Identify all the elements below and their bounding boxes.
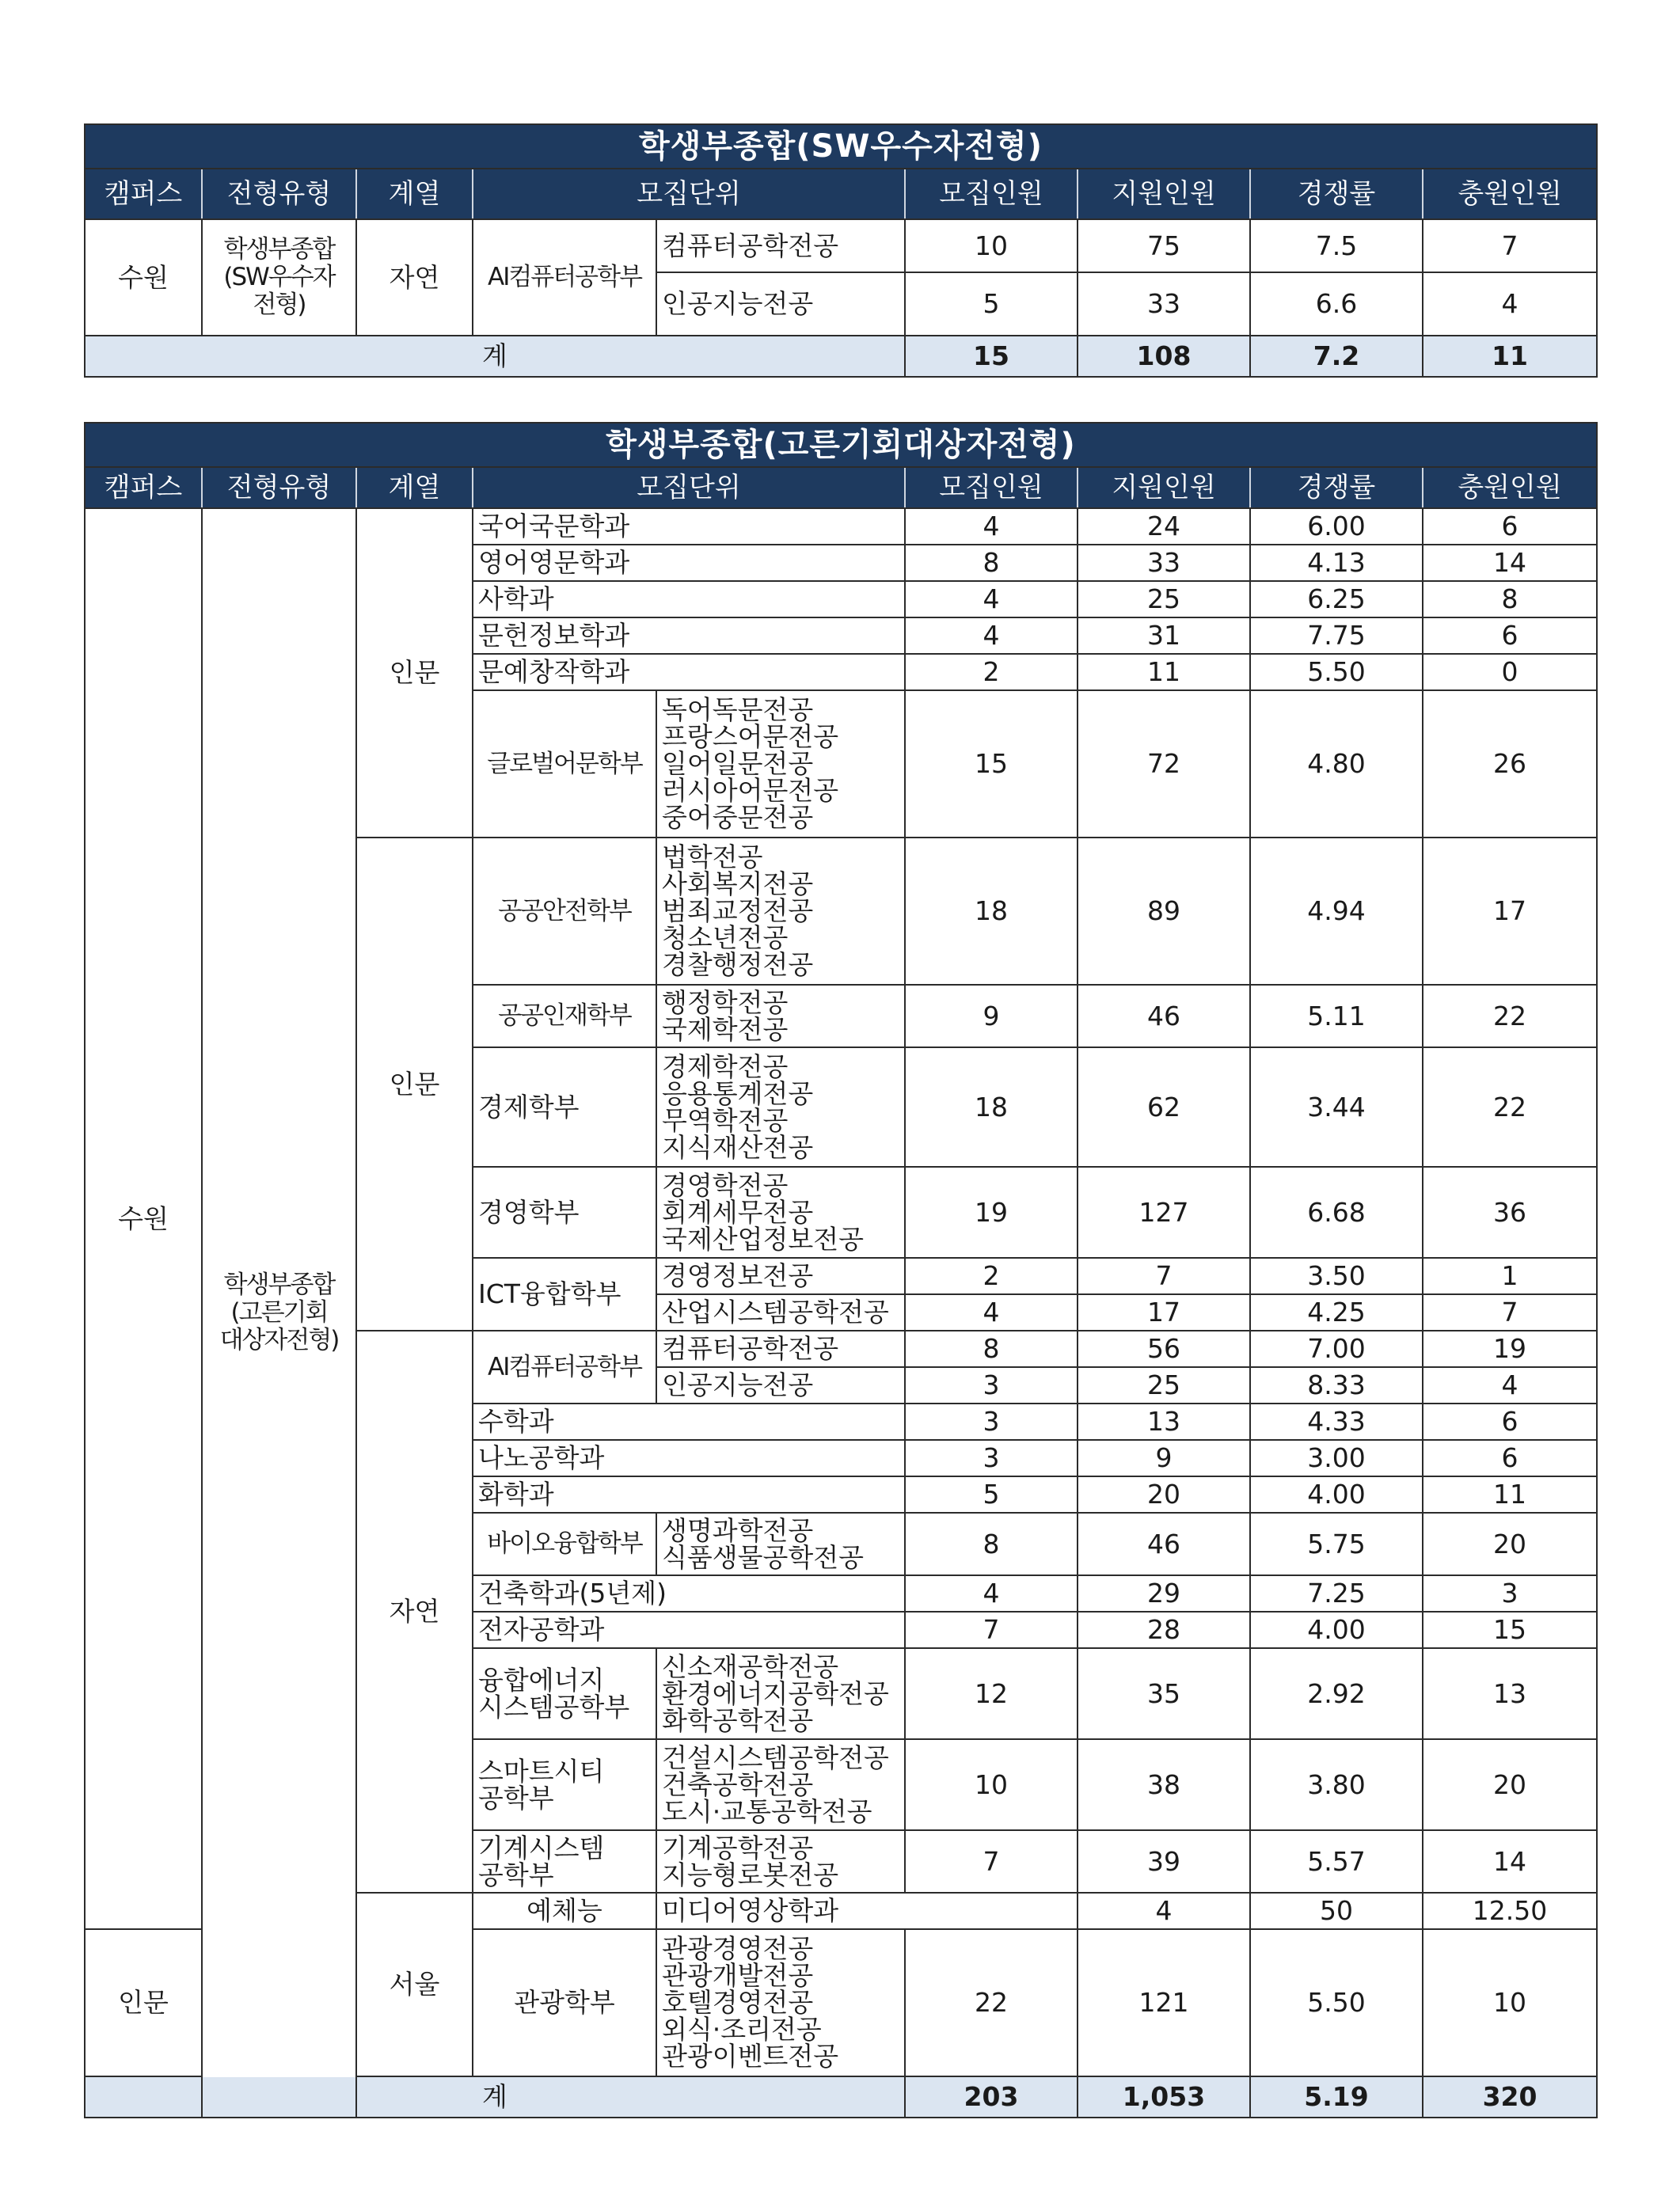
major-cell: 컴퓨터공학전공 xyxy=(656,1331,905,1367)
quota-cell: 4 xyxy=(905,1575,1078,1612)
added-cell: 0 xyxy=(1423,654,1597,690)
ratio-cell: 2.92 xyxy=(1250,1648,1423,1739)
ratio-cell: 6.68 xyxy=(1250,1167,1423,1258)
added-cell: 36 xyxy=(1423,1167,1597,1258)
applicants-cell: 13 xyxy=(1078,1404,1250,1440)
header-quota: 모집인원 xyxy=(905,467,1078,508)
type-cell: 학생부종합 (고른기회 대상자전형) xyxy=(202,508,356,2118)
ratio-cell: 3.00 xyxy=(1250,1440,1423,1476)
quota-cell: 19 xyxy=(905,1167,1078,1258)
total-ratio: 7.2 xyxy=(1250,336,1423,377)
applicants-cell: 46 xyxy=(1078,1513,1250,1575)
header-type: 전형유형 xyxy=(202,169,356,219)
quota-cell: 4 xyxy=(905,617,1078,654)
type-cell: 학생부종합 (SW우수자 전형) xyxy=(202,219,356,336)
equal-opportunity-admission-table xyxy=(84,422,1598,2118)
ratio-cell: 5.57 xyxy=(1250,1830,1423,1893)
unit-cell: ICT융합학부 xyxy=(473,1258,656,1331)
unit-cell: 문헌정보학과 xyxy=(473,617,905,654)
unit-cell: 글로벌어문학부 xyxy=(473,690,656,838)
unit-cell: 관광학부 xyxy=(473,1929,656,2076)
unit-cell: 수학과 xyxy=(473,1404,905,1440)
added-cell: 20 xyxy=(1423,1739,1597,1830)
total-ratio: 5.19 xyxy=(1250,2076,1423,2118)
ratio-cell: 3.80 xyxy=(1250,1739,1423,1830)
major-cell: 컴퓨터공학전공 xyxy=(656,219,905,272)
header-campus: 캠퍼스 xyxy=(85,467,202,508)
quota-cell: 5 xyxy=(905,1476,1078,1513)
added-cell: 22 xyxy=(1423,1047,1597,1167)
quota-cell: 2 xyxy=(905,1258,1078,1294)
total-added: 11 xyxy=(1423,336,1597,377)
header-added: 충원인원 xyxy=(1423,169,1597,219)
applicants-cell: 38 xyxy=(1078,1739,1250,1830)
ratio-cell: 7.75 xyxy=(1250,617,1423,654)
header-type: 전형유형 xyxy=(202,467,356,508)
unit-cell: 사학과 xyxy=(473,581,905,617)
quota-cell: 8 xyxy=(905,545,1078,581)
added-cell: 4 xyxy=(1423,1367,1597,1404)
campus-cell: 서울 xyxy=(356,1893,473,2076)
total-label: 계 xyxy=(85,2076,905,2118)
added-cell: 14 xyxy=(1423,545,1597,581)
added-cell: 8 xyxy=(1423,581,1597,617)
added-cell: 17 xyxy=(1423,838,1597,985)
unit-cell: 경제학부 xyxy=(473,1047,656,1167)
ratio-cell: 6.25 xyxy=(1250,581,1423,617)
applicants-cell: 121 xyxy=(1078,1929,1250,2076)
majors-cell: 경영학전공 회계세무전공 국제산업정보전공 xyxy=(656,1167,905,1258)
unit-cell: 융합에너지 시스템공학부 xyxy=(473,1648,656,1739)
applicants-cell: 127 xyxy=(1078,1167,1250,1258)
added-cell: 6 xyxy=(1423,1404,1597,1440)
unit-cell: 문예창작학과 xyxy=(473,654,905,690)
quota-cell: 18 xyxy=(905,838,1078,985)
header-applicants: 지원인원 xyxy=(1078,169,1250,219)
total-applicants: 108 xyxy=(1078,336,1250,377)
added-cell: 22 xyxy=(1423,985,1597,1047)
applicants-cell: 24 xyxy=(1078,508,1250,545)
applicants-cell: 33 xyxy=(1078,272,1250,336)
unit-cell: 전자공학과 xyxy=(473,1612,905,1648)
ratio-cell: 8.33 xyxy=(1250,1367,1423,1404)
total-added: 320 xyxy=(1423,2076,1597,2118)
added-cell: 13 xyxy=(1423,1648,1597,1739)
field-cell: 자연 xyxy=(356,1331,473,1893)
header-quota: 모집인원 xyxy=(905,169,1078,219)
unit-cell: AI컴퓨터공학부 xyxy=(473,1331,656,1404)
field-cell: 인문 xyxy=(85,1929,202,2076)
field-cell: 예체능 xyxy=(473,1893,656,1929)
added-cell: 26 xyxy=(1423,690,1597,838)
added-cell: 10 xyxy=(1423,1929,1597,2076)
quota-cell: 4 xyxy=(905,581,1078,617)
field-cell: 자연 xyxy=(356,219,473,336)
applicants-cell: 62 xyxy=(1078,1047,1250,1167)
campus-cell: 수원 xyxy=(85,219,202,336)
header-campus: 캠퍼스 xyxy=(85,169,202,219)
unit-cell: 나노공학과 xyxy=(473,1440,905,1476)
header-ratio: 경쟁률 xyxy=(1250,467,1423,508)
quota-cell: 4 xyxy=(905,508,1078,545)
quota-cell: 4 xyxy=(905,1294,1078,1331)
applicants-cell: 50 xyxy=(1250,1893,1423,1929)
ratio-cell: 7.00 xyxy=(1250,1331,1423,1367)
total-quota: 203 xyxy=(905,2076,1078,2118)
ratio-cell: 5.75 xyxy=(1250,1513,1423,1575)
added-cell: 15 xyxy=(1423,1612,1597,1648)
unit-cell: 화학과 xyxy=(473,1476,905,1513)
major-cell: 인공지능전공 xyxy=(656,1367,905,1404)
ratio-cell: 7.5 xyxy=(1250,219,1423,272)
added-cell: 6 xyxy=(1423,617,1597,654)
applicants-cell: 7 xyxy=(1078,1258,1250,1294)
ratio-cell: 6.00 xyxy=(1250,508,1423,545)
quota-cell: 8 xyxy=(905,1513,1078,1575)
header-field: 계열 xyxy=(356,467,473,508)
added-cell: 4 xyxy=(1423,272,1597,336)
sw-admission-table xyxy=(84,123,1598,378)
header-applicants: 지원인원 xyxy=(1078,467,1250,508)
quota-cell: 5 xyxy=(905,272,1078,336)
table-title: 학생부종합(SW우수자전형) xyxy=(85,124,1597,169)
applicants-cell: 56 xyxy=(1078,1331,1250,1367)
table-title: 학생부종합(고른기회대상자전형) xyxy=(85,423,1597,467)
added-cell: 11 xyxy=(1423,1476,1597,1513)
unit-cell: 국어국문학과 xyxy=(473,508,905,545)
majors-cell: 독어독문전공 프랑스어문전공 일어일문전공 러시아어문전공 중어중문전공 xyxy=(656,690,905,838)
added-cell: 6 xyxy=(1423,1440,1597,1476)
header-added: 충원인원 xyxy=(1423,467,1597,508)
quota-cell: 7 xyxy=(905,1612,1078,1648)
applicants-cell: 25 xyxy=(1078,581,1250,617)
quota-cell: 3 xyxy=(905,1440,1078,1476)
applicants-cell: 35 xyxy=(1078,1648,1250,1739)
applicants-cell: 39 xyxy=(1078,1830,1250,1893)
applicants-cell: 31 xyxy=(1078,617,1250,654)
added-cell: 7 xyxy=(1423,219,1597,272)
unit-cell: 공공안전학부 xyxy=(473,838,656,985)
ratio-cell: 7.25 xyxy=(1250,1575,1423,1612)
unit-cell: 기계시스템 공학부 xyxy=(473,1830,656,1893)
added-cell: 19 xyxy=(1423,1331,1597,1367)
added-cell: 7 xyxy=(1423,1294,1597,1331)
majors-cell: 경제학전공 응용통계전공 무역학전공 지식재산전공 xyxy=(656,1047,905,1167)
ratio-cell: 5.50 xyxy=(1250,1929,1423,2076)
quota-cell: 9 xyxy=(905,985,1078,1047)
added-cell: 1 xyxy=(1423,1258,1597,1294)
ratio-cell: 4.25 xyxy=(1250,1294,1423,1331)
total-quota: 15 xyxy=(905,336,1078,377)
majors-cell: 생명과학전공 식품생물공학전공 xyxy=(656,1513,905,1575)
applicants-cell: 28 xyxy=(1078,1612,1250,1648)
major-cell: 산업시스템공학전공 xyxy=(656,1294,905,1331)
header-ratio: 경쟁률 xyxy=(1250,169,1423,219)
applicants-cell: 9 xyxy=(1078,1440,1250,1476)
majors-cell: 법학전공 사회복지전공 범죄교정전공 청소년전공 경찰행정전공 xyxy=(656,838,905,985)
majors-cell: 관광경영전공 관광개발전공 호텔경영전공 외식·조리전공 관광이벤트전공 xyxy=(656,1929,905,2076)
applicants-cell: 29 xyxy=(1078,1575,1250,1612)
quota-cell: 8 xyxy=(905,1331,1078,1367)
ratio-cell: 5.11 xyxy=(1250,985,1423,1047)
unit-cell: 스마트시티 공학부 xyxy=(473,1739,656,1830)
ratio-cell: 5.50 xyxy=(1250,654,1423,690)
total-label: 계 xyxy=(85,336,905,377)
added-cell: 14 xyxy=(1423,1830,1597,1893)
ratio-cell: 4.00 xyxy=(1250,1476,1423,1513)
quota-cell: 2 xyxy=(905,654,1078,690)
added-cell: 3 xyxy=(1423,1575,1597,1612)
added-cell: 6 xyxy=(1423,508,1597,545)
quota-cell: 3 xyxy=(905,1404,1078,1440)
ratio-cell: 3.44 xyxy=(1250,1047,1423,1167)
majors-cell: 행정학전공 국제학전공 xyxy=(656,985,905,1047)
applicants-cell: 25 xyxy=(1078,1367,1250,1404)
applicants-cell: 11 xyxy=(1078,654,1250,690)
ratio-cell: 4.33 xyxy=(1250,1404,1423,1440)
majors-cell: 기계공학전공 지능형로봇전공 xyxy=(656,1830,905,1893)
total-applicants: 1,053 xyxy=(1078,2076,1250,2118)
quota-cell: 12 xyxy=(905,1648,1078,1739)
header-unit: 모집단위 xyxy=(473,169,905,219)
unit-cell: 경영학부 xyxy=(473,1167,656,1258)
field-cell: 인문 xyxy=(356,838,473,1331)
campus-cell: 수원 xyxy=(85,508,202,1929)
ratio-cell: 4.94 xyxy=(1250,838,1423,985)
added-cell: 20 xyxy=(1423,1513,1597,1575)
quota-cell: 15 xyxy=(905,690,1078,838)
applicants-cell: 33 xyxy=(1078,545,1250,581)
unit-cell: 영어영문학과 xyxy=(473,545,905,581)
ratio-cell: 4.13 xyxy=(1250,545,1423,581)
quota-cell: 22 xyxy=(905,1929,1078,2076)
ratio-cell: 3.50 xyxy=(1250,1258,1423,1294)
major-cell: 경영정보전공 xyxy=(656,1258,905,1294)
unit-cell: 건축학과(5년제) xyxy=(473,1575,905,1612)
ratio-cell: 4.80 xyxy=(1250,690,1423,838)
field-cell: 인문 xyxy=(356,508,473,838)
applicants-cell: 17 xyxy=(1078,1294,1250,1331)
applicants-cell: 75 xyxy=(1078,219,1250,272)
header-unit: 모집단위 xyxy=(473,467,905,508)
header-field: 계열 xyxy=(356,169,473,219)
unit-cell: 바이오융합학부 xyxy=(473,1513,656,1575)
quota-cell: 10 xyxy=(905,219,1078,272)
quota-cell: 4 xyxy=(1078,1893,1250,1929)
ratio-cell: 12.50 xyxy=(1423,1893,1597,1929)
applicants-cell: 20 xyxy=(1078,1476,1250,1513)
majors-cell: 건설시스템공학전공 건축공학전공 도시·교통공학전공 xyxy=(656,1739,905,1830)
applicants-cell: 72 xyxy=(1078,690,1250,838)
major-cell: 인공지능전공 xyxy=(656,272,905,336)
ratio-cell: 6.6 xyxy=(1250,272,1423,336)
ratio-cell: 4.00 xyxy=(1250,1612,1423,1648)
quota-cell: 18 xyxy=(905,1047,1078,1167)
unit-cell: 미디어영상학과 xyxy=(656,1893,1078,1929)
applicants-cell: 46 xyxy=(1078,985,1250,1047)
majors-cell: 신소재공학전공 환경에너지공학전공 화학공학전공 xyxy=(656,1648,905,1739)
quota-cell: 3 xyxy=(905,1367,1078,1404)
quota-cell: 7 xyxy=(905,1830,1078,1893)
unit-cell: 공공인재학부 xyxy=(473,985,656,1047)
quota-cell: 10 xyxy=(905,1739,1078,1830)
unit-cell: AI컴퓨터공학부 xyxy=(473,219,656,336)
applicants-cell: 89 xyxy=(1078,838,1250,985)
